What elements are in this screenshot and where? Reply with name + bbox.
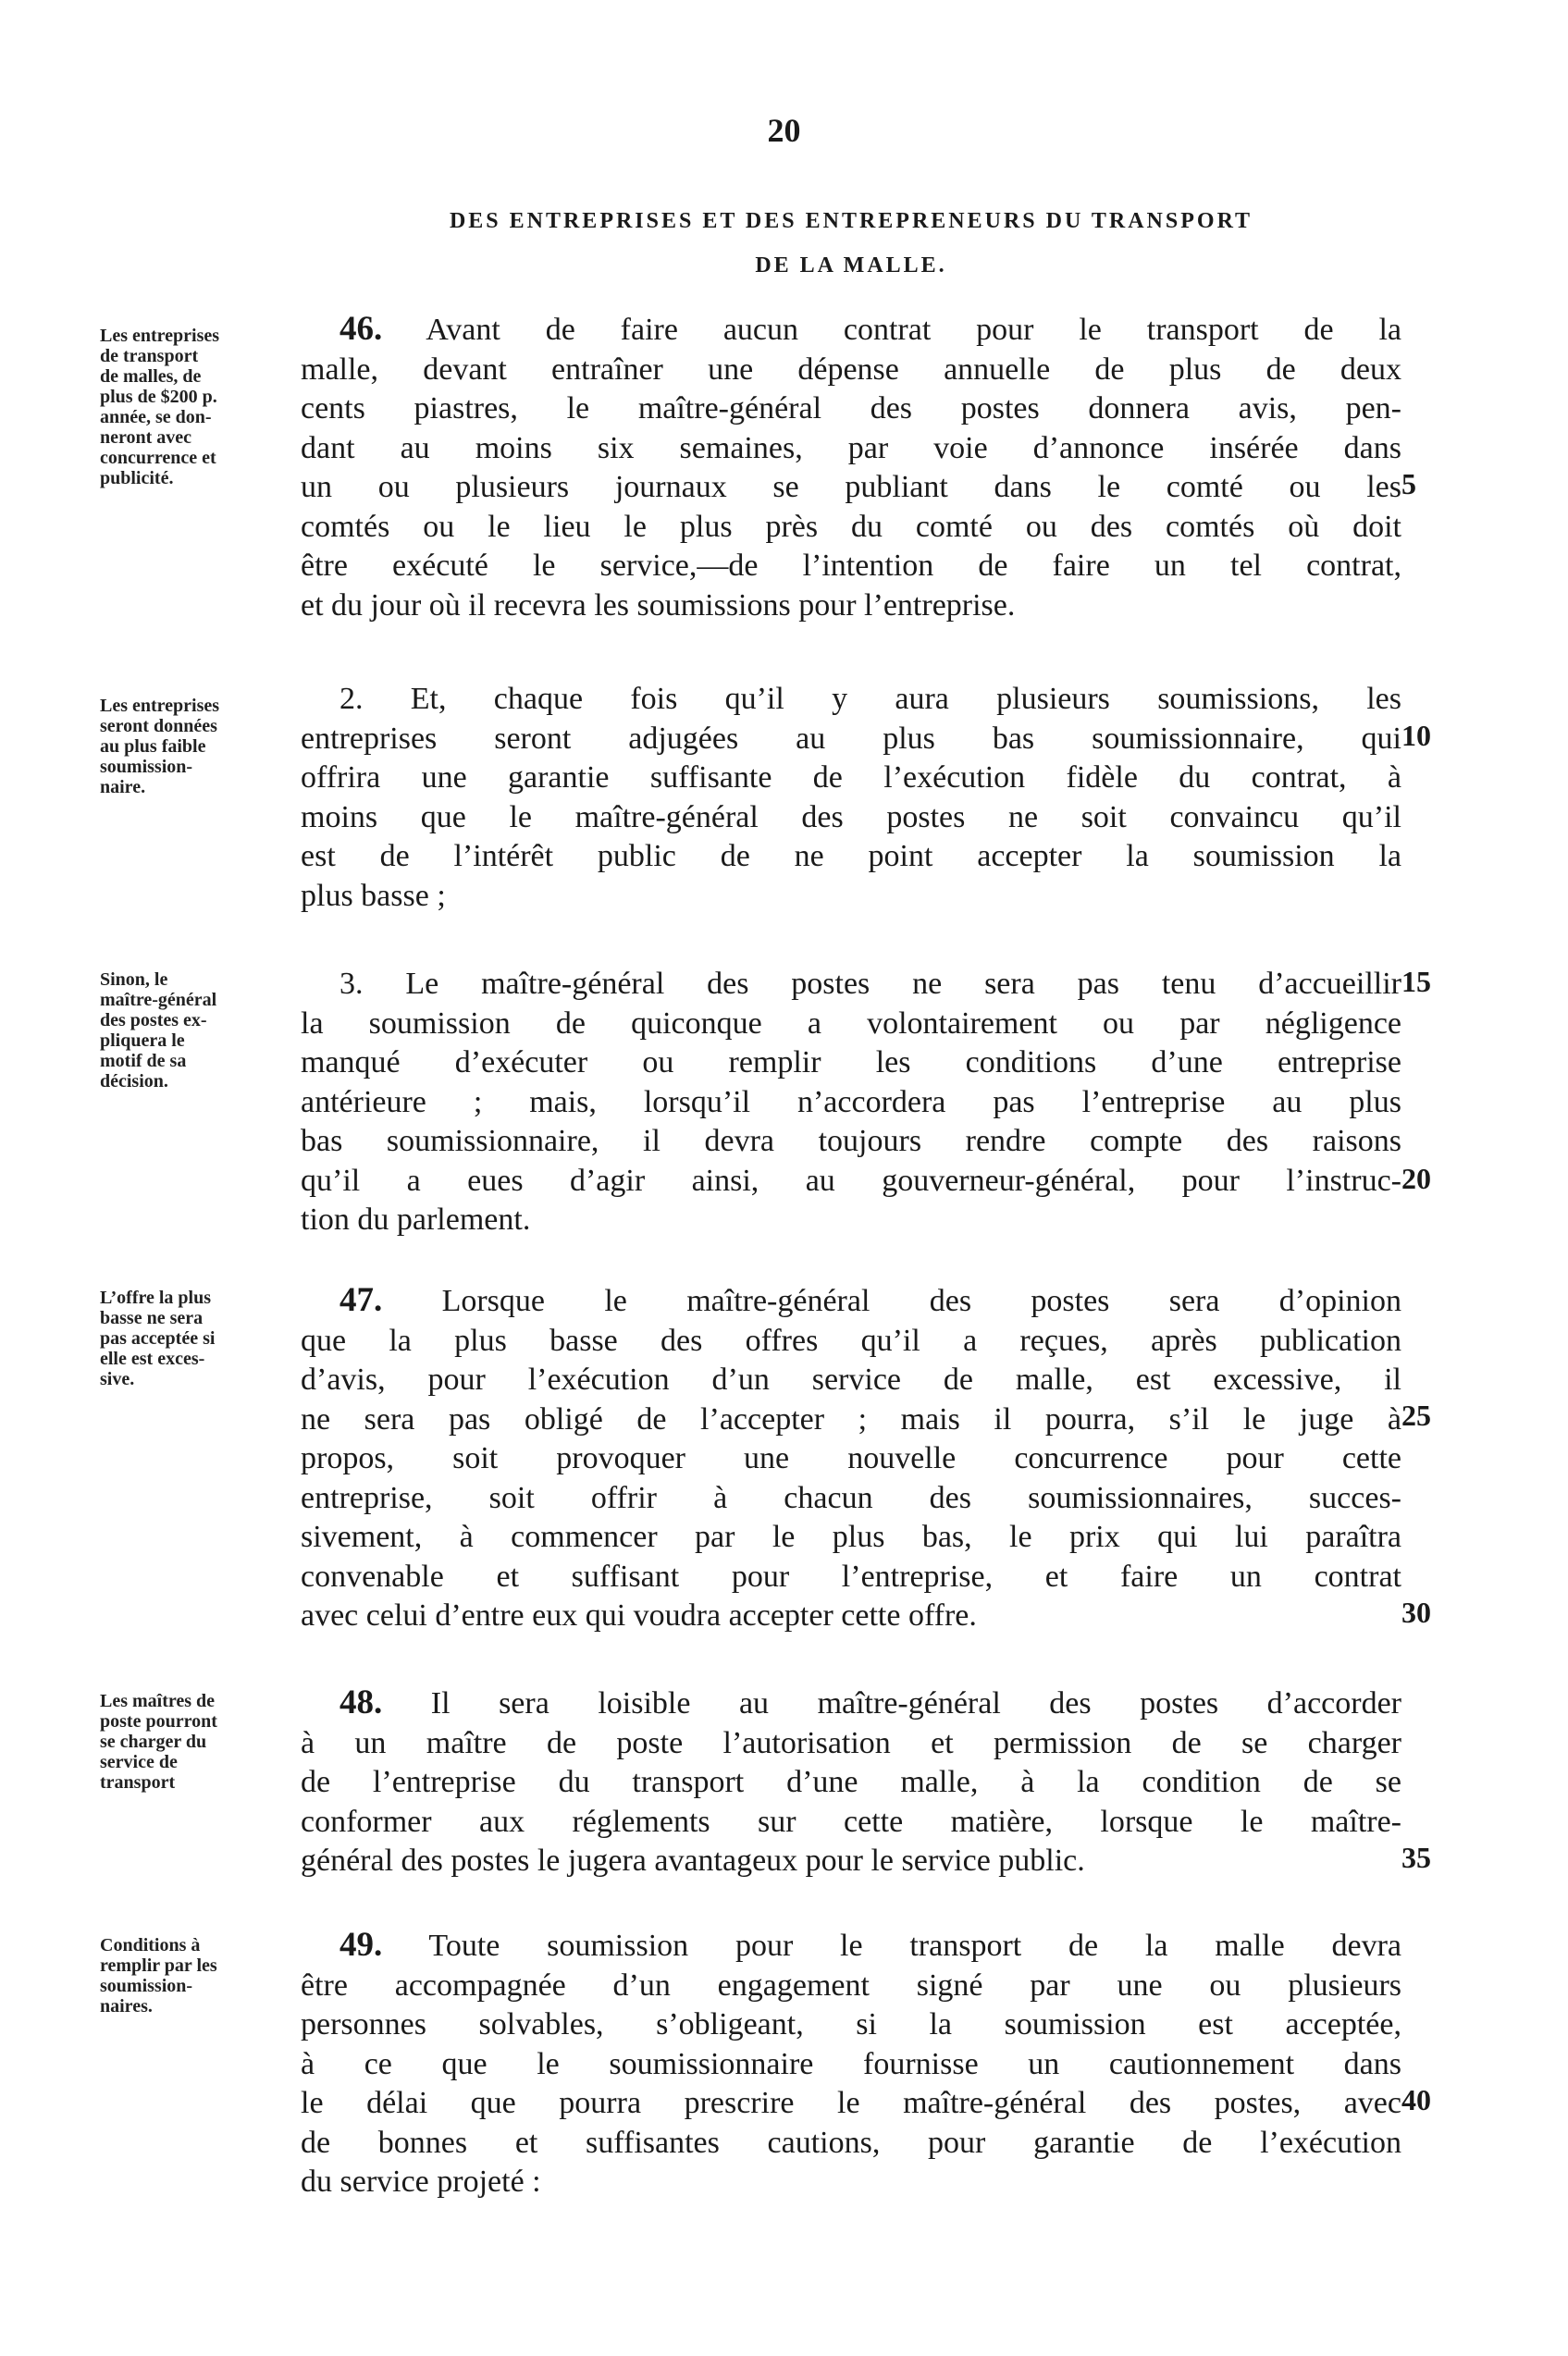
margin-note: Les maîtres de poste pourront se charger du service de transport [100,1691,217,1793]
text-line: est de l’intérêt public de ne point accepter la soumission la [301,839,1401,873]
text-line: 49. Toute soumission pour le transport de la malle devra [340,1926,1401,1964]
text-line: qu’il a eues d’agir ainsi, au gouverneur-général, pour l’instruc- [301,1163,1401,1198]
text-line: moins que le maître-général des postes ne soit convaincu qu’il [301,799,1401,834]
text-line: la soumission de quiconque a volontairement ou par négligence [301,1005,1401,1041]
section-number: 49. [340,1926,383,1964]
margin-note: Conditions à remplir par les soumission- naires. [100,1935,217,2017]
section-number: 2. [340,682,364,716]
text-line: que la plus basse des offres qu’il a reçues, après publication [301,1323,1401,1358]
text-line: d’avis, pour l’exécution d’un service de malle, est excessive, il [301,1363,1401,1397]
margin-note: Les entreprises seront données au plus faible soumission- naire. [100,696,220,797]
line-number: 35 [1401,1841,1431,1874]
text-line: de bonnes et suffisantes cautions, pour garantie de l’exécution [301,2125,1401,2160]
text-line: à un maître de poste l’autorisation et permission de se charger [301,1725,1401,1760]
page-number: 20 [767,112,801,149]
text-line: offrira une garantie suffisante de l’exécution fidèle du contrat, à [301,760,1401,795]
section-text [301,310,1401,625]
text-line: convenable et suffisant pour l’entreprise, et faire un contrat [301,1559,1401,1594]
section-number: 46. [340,310,383,348]
text-line: général des postes le jugera avantageux pour le service public. [301,1844,1085,1878]
text-line: personnes solvables, s’obligeant, si la soumission est acceptée, [301,2007,1401,2041]
line-number: 40 [1401,2083,1431,2116]
text-line: malle, devant entraîner une dépense annuelle de plus de deux [301,352,1401,387]
text-line: sivement, à commencer par le plus bas, le prix qui lui paraîtra [301,1520,1401,1554]
text-line: tion du parlement. [301,1203,531,1237]
section-number: 48. [340,1684,383,1721]
line-number: 25 [1401,1399,1431,1432]
text-line: 47. Lorsque le maître-général des postes sera d’opinion [340,1281,1402,1319]
line-number: 5 [1401,467,1416,500]
heading-line: DES ENTREPRISES ET DES ENTREPRENEURS DU TRANSPORT [449,209,1253,233]
section-number: 3. [340,967,364,1001]
section-number: 47. [340,1281,383,1319]
text-line: entreprises seront adjugées au plus bas soumissionnaire, qui [301,721,1401,756]
section-text [301,680,1401,916]
text-line: être exécuté le service,—de l’intention de faire un tel contrat, [301,549,1401,583]
line-number: 10 [1401,719,1431,752]
text-line: entreprise, soit offrir à chacun des soumissionnaires, succes- [301,1480,1401,1515]
text-line: plus basse ; [301,878,446,913]
line-number: 20 [1401,1162,1431,1195]
text-line: conformer aux réglements sur cette matière, lorsque le maître- [301,1804,1401,1839]
text-line: avec celui d’entre eux qui voudra accepter cette offre. [301,1598,977,1633]
text-line: 48. Il sera loisible au maître-général des postes d’accorder [340,1684,1402,1721]
section-heading [305,199,1397,288]
section-text [301,1684,1401,1881]
text-line: à ce que le soumissionnaire fournisse un cautionnement dans [301,2046,1401,2081]
text-line: 46. Avant de faire aucun contrat pour le transport de la [340,310,1402,348]
line-number: 30 [1401,1596,1431,1629]
text-line: cents piastres, le maître-général des postes donnera avis, pen- [301,391,1401,426]
margin-note: Sinon, le maître-général des postes ex- pliquera le motif de sa décision. [100,969,217,1092]
section-text [301,965,1401,1240]
margin-note: L’offre la plus basse ne sera pas acceptée si elle est exces- sive. [100,1288,216,1389]
text-line: 2. Et, chaque fois qu’il y aura plusieurs soumissions, les [340,682,1401,716]
text-line: de l’entreprise du transport d’une malle, à la condition de se [301,1765,1401,1799]
text-line: un ou plusieurs journaux se publiant dans le comté ou les [301,470,1401,504]
text-line: comtés ou le lieu le plus près du comté ou des comtés où doit [301,509,1401,544]
text-line: et du jour où il recevra les soumissions pour l’entreprise. [301,587,1016,623]
text-line: le délai que pourra prescrire le maître-général des postes, avec [301,2086,1401,2120]
text-line: manqué d’exécuter ou remplir les conditions d’une entreprise [301,1045,1401,1079]
text-line: propos, soit provoquer une nouvelle concurrence pour cette [301,1441,1401,1475]
line-number: 15 [1401,965,1431,998]
text-line: ne sera pas obligé de l’accepter ; mais il pourra, s’il le juge à [301,1401,1401,1437]
text-line: bas soumissionnaire, il devra toujours rendre compte des raisons [301,1124,1401,1158]
text-line: antérieure ; mais, lorsqu’il n’accordera pas l’entreprise au plus [301,1084,1401,1119]
section-text [301,1926,1401,2202]
margin-note: Les entreprises de transport de malles, de plus de $200 p. année, se don- neront avec concurrence et publicité. [100,326,220,488]
text-line: être accompagnée d’un engagement signé par une ou plusieurs [301,1967,1401,2003]
text-line: du service projeté : [301,2165,541,2199]
section-text [301,1281,1401,1636]
text-line: 3. Le maître-général des postes ne sera pas tenu d’accueillir [340,967,1402,1001]
heading-line: DE LA MALLE. [755,253,947,278]
text-line: dant au moins six semaines, par voie d’annonce insérée dans [301,430,1401,465]
